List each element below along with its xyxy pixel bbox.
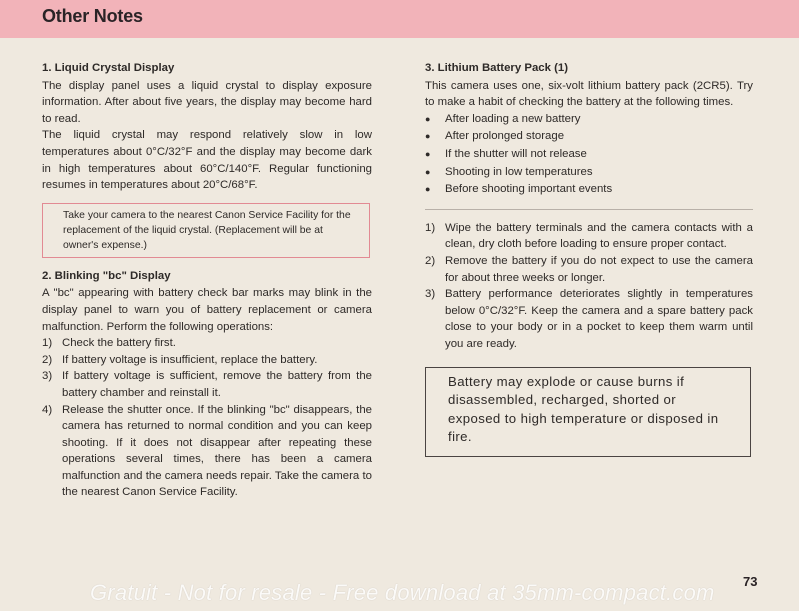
blinking-bc-step	[42, 402, 372, 502]
step-text: Wipe the battery terminals and the camera contacts with a clean, dry cloth before loading to ensure proper contact.	[445, 221, 753, 251]
battery-step	[425, 286, 753, 352]
blinking-bc-step	[42, 352, 372, 369]
blinking-bc-steps	[42, 335, 372, 501]
battery-steps	[425, 220, 753, 353]
step-text: Remove the battery if you do not expect to use the camera for about three weeks or longer.	[445, 254, 753, 284]
step-number: 1)	[425, 221, 436, 234]
bullet-icon: ●	[425, 184, 431, 195]
blinking-bc-intro: A "bc" appearing with battery check bar marks may blink in the display panel to warn you of battery replacement or camera malfunction. Perform the following operations:	[42, 287, 372, 333]
bullet-icon: ●	[425, 148, 431, 159]
left-column	[42, 60, 372, 501]
section-heading-lithium-battery: 3. Lithium Battery Pack (1)	[425, 62, 569, 74]
bullet-icon: ●	[425, 113, 431, 124]
bullet-text: After prolonged storage	[445, 130, 565, 143]
step-text: If battery voltage is sufficient, remove the battery from the battery chamber and reinstall it.	[62, 370, 372, 399]
step-text: Release the shutter once. If the blinking "bc" disappears, the camera has returned to normal condition and you can keep shooting. If it does not disappear after repeating these operations several times, there has been a camera malfunction and the camera needs repair. Take the camera to the nearest Canon Service Facility.	[62, 403, 372, 499]
step-number: 3)	[425, 288, 436, 301]
battery-check-item	[425, 146, 753, 164]
step-number: 2)	[42, 353, 53, 366]
step-text: If battery voltage is insufficient, replace the battery.	[62, 353, 318, 366]
battery-check-item	[425, 164, 753, 182]
lcd-paragraph-1: The display panel uses a liquid crystal to display exposure information. After about five years, the display may become hard to read.	[42, 79, 372, 125]
bullet-text: After loading a new battery	[445, 112, 581, 125]
watermark: Gratuit - Not for resale - Free download at 35mm-compact.com	[90, 580, 715, 605]
bullet-text: If the shutter will not release	[445, 147, 587, 160]
page-title: Other Notes	[42, 6, 143, 26]
lcd-paragraph-2: The liquid crystal may respond relatively slow in low temperatures about 0°C/32°F and the display may become dark in high temperatures about 60°C/140°F. Regular functioning resumes in temperatures about 20°C/68°F.	[42, 129, 372, 192]
service-notice-box: Take your camera to the nearest Canon Service Facility for the replacement of the liquid crystal. (Replacement will be at owner's expense.)	[42, 203, 370, 258]
battery-check-item	[425, 128, 753, 146]
bullet-text: Shooting in low temperatures	[445, 165, 593, 178]
battery-warning-box: Battery may explode or cause burns if disassembled, recharged, shorted or exposed to high temperature or disposed in fire.	[425, 367, 751, 457]
section-heading-blinking-bc: 2. Blinking "bc" Display	[42, 269, 171, 282]
right-column	[425, 60, 753, 457]
blinking-bc-section	[42, 268, 372, 501]
bullet-text: Before shooting important events	[445, 183, 613, 196]
page-number: 73	[743, 574, 758, 589]
step-text: Check the battery first.	[62, 337, 176, 350]
step-number: 3)	[42, 370, 53, 383]
battery-intro: This camera uses one, six-volt lithium battery pack (2CR5). Try to make a habit of checking the battery at the following times.	[425, 79, 753, 109]
bullet-icon: ●	[425, 166, 431, 177]
battery-step	[425, 253, 753, 286]
divider	[425, 209, 753, 210]
blinking-bc-step	[42, 335, 372, 352]
battery-check-item	[425, 111, 753, 129]
bullet-icon: ●	[425, 131, 431, 142]
step-number: 4)	[42, 403, 53, 416]
section-heading-liquid-crystal: 1. Liquid Crystal Display	[42, 62, 175, 74]
step-number: 2)	[425, 254, 436, 267]
battery-check-item	[425, 181, 753, 199]
step-number: 1)	[42, 337, 53, 350]
blinking-bc-step	[42, 368, 372, 401]
battery-check-list	[425, 111, 753, 199]
step-text: Battery performance deteriorates slightly in temperatures below 0°C/32°F. Keep the camera and a spare battery pack close to your body or in a pocket to keep them warm until you are ready.	[445, 288, 753, 350]
battery-step	[425, 220, 753, 253]
